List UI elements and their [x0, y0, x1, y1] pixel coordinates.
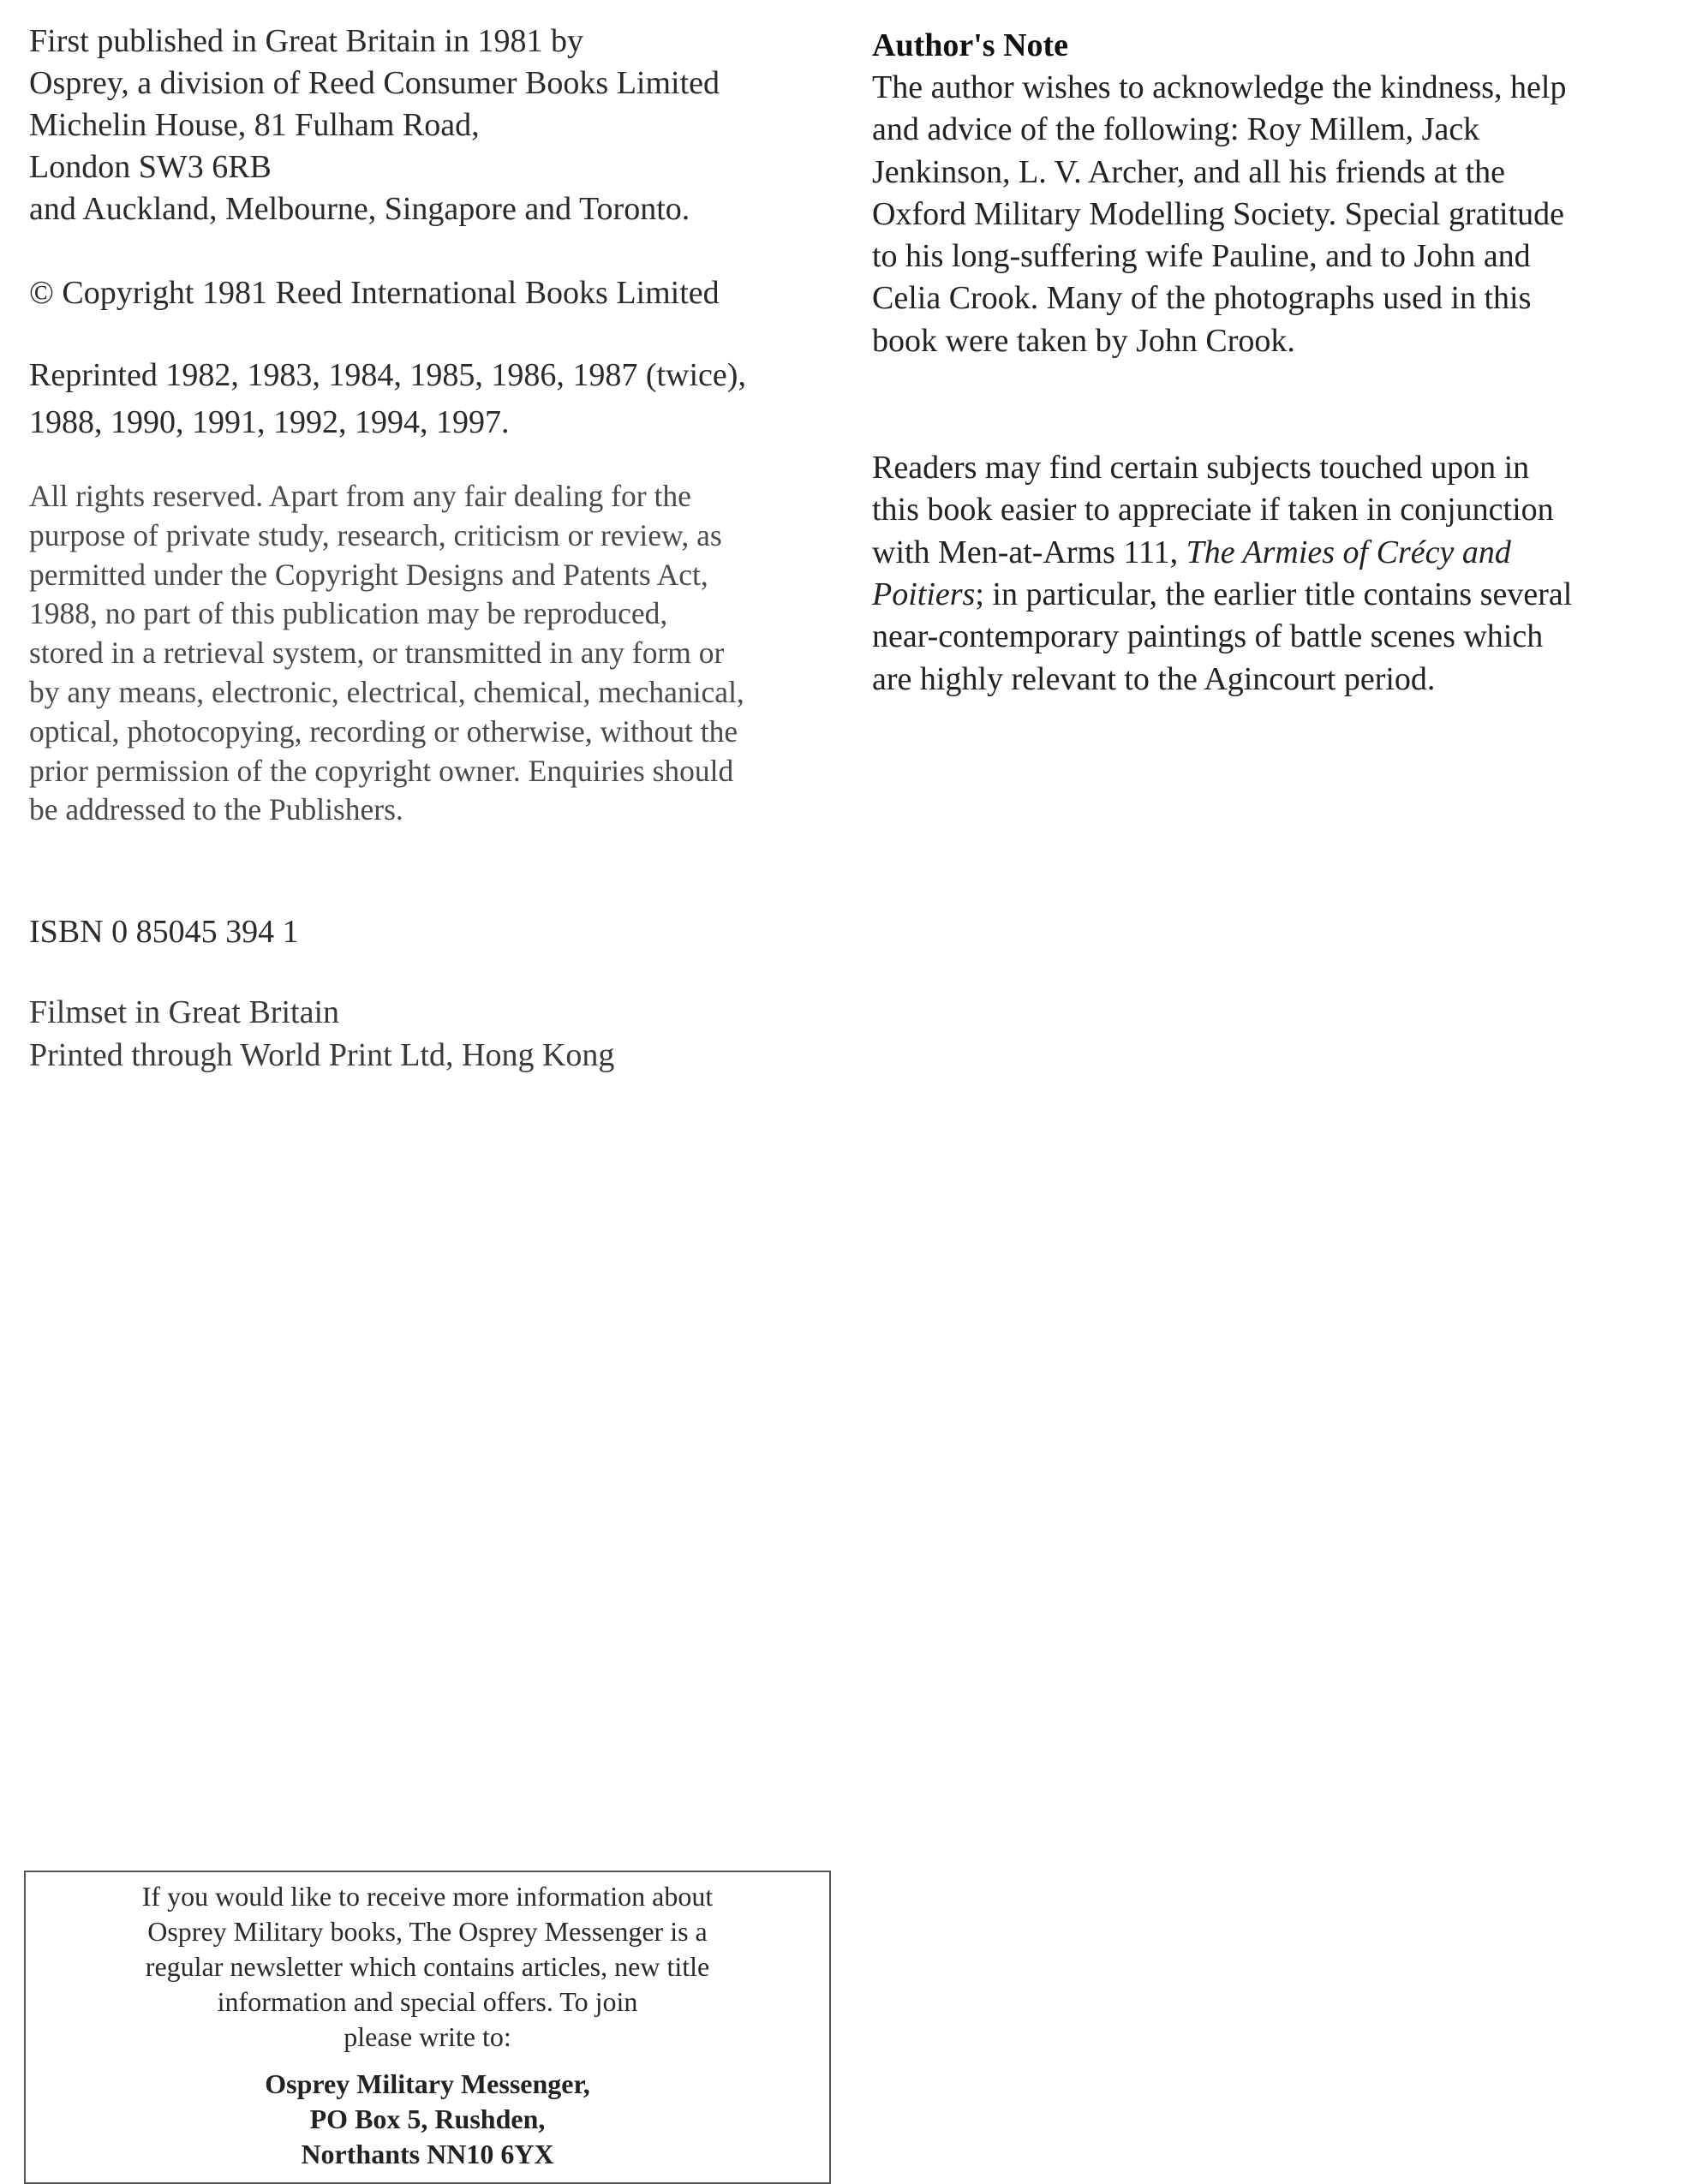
note-line: and advice of the following: Roy Millem, Jack — [872, 111, 1480, 148]
newsletter-line: regular newsletter which contains articles, new title — [145, 1951, 710, 1982]
isbn — [29, 911, 843, 953]
publisher-info — [29, 21, 843, 230]
rights-line: All rights reserved. Apart from any fair dealing for the — [29, 479, 691, 513]
note-line: Oxford Military Modelling Society. Special gratitude — [872, 195, 1565, 232]
readers-line: this book easier to appreciate if taken in conjunction — [872, 492, 1554, 528]
rights-statement — [29, 477, 843, 830]
readers-line: Readers may find certain subjects touched upon in — [872, 450, 1530, 486]
readers-line — [872, 574, 1677, 616]
rights-line: permitted under the Copyright Designs and Patents Act, — [29, 557, 708, 592]
address-line: PO Box 5, Rushden, — [309, 2103, 546, 2134]
printing-line: Printed through World Print Ltd, Hong Kong — [29, 1037, 615, 1074]
rights-line: stored in a retrieval system, or transmitted in any form or — [29, 636, 725, 671]
copyright-line: © Copyright 1981 Reed International Books Limited — [29, 275, 720, 311]
publisher-line: Michelin House, 81 Fulham Road, — [29, 107, 480, 143]
book-title: Poitiers — [872, 576, 976, 612]
newsletter-address — [26, 2067, 829, 2172]
rights-line: be addressed to the Publishers. — [29, 792, 403, 827]
book-title: The Armies of Crécy and — [1186, 534, 1511, 570]
readers-text: ; in particular, the earlier title contains several — [975, 576, 1573, 612]
right-column — [872, 24, 1677, 701]
authors-note-heading: Author's Note — [872, 27, 1069, 63]
rights-line: optical, photocopying, recording or otherwise, without the — [29, 713, 738, 749]
readers-text: with Men-at-Arms 111, — [872, 534, 1186, 570]
readers-line: are highly relevant to the Agincourt period. — [872, 660, 1436, 697]
address-line: Osprey Military Messenger, — [265, 2068, 590, 2099]
reprint-history — [29, 352, 843, 446]
publisher-line: Osprey, a division of Reed Consumer Books Limited — [29, 65, 720, 101]
newsletter-line: Osprey Military books, The Osprey Messenger is a — [147, 1916, 708, 1947]
publisher-line: First published in Great Britain in 1981 by — [29, 23, 584, 59]
address-line: Northants NN10 6YX — [301, 2139, 554, 2169]
rights-line: 1988, no part of this publication may be reproduced, — [29, 596, 668, 631]
printing-line: Filmset in Great Britain — [29, 994, 340, 1031]
reprint-line: 1988, 1990, 1991, 1992, 1994, 1997. — [29, 404, 510, 440]
readers-line — [872, 532, 1677, 574]
newsletter-text — [26, 1879, 829, 2055]
newsletter-info-content — [26, 1879, 829, 2172]
isbn-line: ISBN 0 85045 394 1 — [29, 914, 299, 951]
authors-note-body — [872, 67, 1677, 362]
newsletter-line: information and special offers. To join — [217, 1986, 638, 2017]
note-line: book were taken by John Crook. — [872, 322, 1295, 359]
readers-note — [872, 447, 1677, 701]
readers-line: near-contemporary paintings of battle scenes which — [872, 618, 1544, 655]
newsletter-info-box — [24, 1871, 831, 2184]
note-line: to his long-suffering wife Pauline, and to John and — [872, 238, 1531, 275]
publisher-line: London SW3 6RB — [29, 149, 272, 185]
left-column — [29, 21, 843, 1077]
note-line: The author wishes to acknowledge the kindness, help — [872, 69, 1567, 105]
publisher-line: and Auckland, Melbourne, Singapore and Toronto. — [29, 191, 690, 227]
note-line: Jenkinson, L. V. Archer, and all his friends at the — [872, 153, 1505, 190]
newsletter-line: If you would like to receive more information about — [141, 1881, 714, 1912]
rights-line: purpose of private study, research, criticism or review, as — [29, 517, 722, 552]
printing-info — [29, 991, 843, 1077]
note-line: Celia Crook. Many of the photographs used in this — [872, 280, 1532, 317]
rights-line: by any means, electronic, electrical, chemical, mechanical, — [29, 674, 744, 709]
newsletter-line: please write to: — [344, 2021, 511, 2052]
rights-line: prior permission of the copyright owner. Enquiries should — [29, 753, 734, 788]
reprint-line: Reprinted 1982, 1983, 1984, 1985, 1986, 1987 (twice), — [29, 357, 746, 393]
copyright-notice — [29, 272, 843, 314]
